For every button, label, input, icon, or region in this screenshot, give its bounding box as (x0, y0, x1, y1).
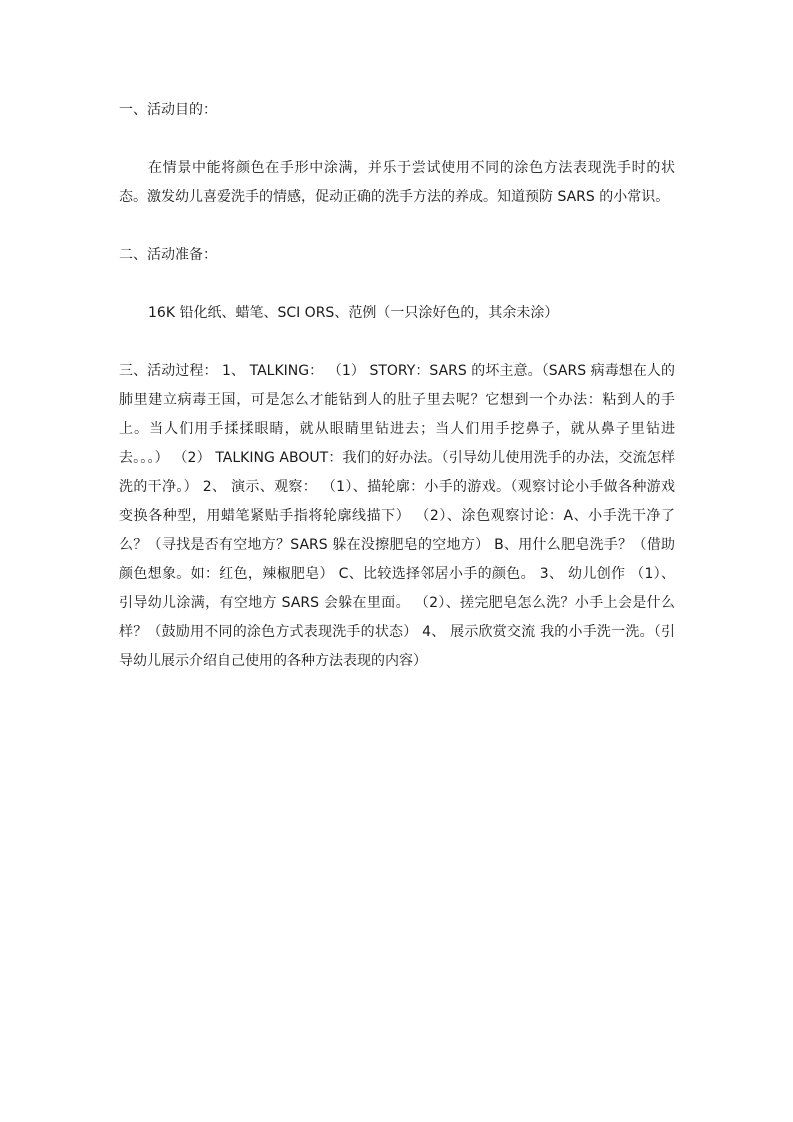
section3-paragraph: 三、活动过程： 1、 TALKING： （1） STORY：SARS 的坏主意。（SARS 病毒想在人的肺里建立病毒王国，可是怎么才能钻到人的肚子里去呢？它想到一个办法：粘到人的手上。当人们用手揉揉眼睛，就从眼睛里钻进去；当人们用手挖鼻子，就从鼻子里钻进去。。。） （2） TALKING ABOUT：我们的好办法。（引导幼儿使用洗手的办法，交流怎样洗的干净。） 2、 演示、观察： （1）、描轮廓：小手的游戏。（观察讨论小手做各种游戏变换各种型，用蜡笔紧贴手指将轮廓线描下） （2）、涂色观察讨论：A、小手洗干净了么？（寻找是否有空地方？SARS 躲在没擦肥皂的空地方） B、用什么肥皂洗手？（借助颜色想象。如：红色，辣椒肥皂） C、比较选择邻居小手的颜色。 3、 幼儿创作 （1）、引导幼儿涂满，有空地方 SARS 会躲在里面。 （2）、搓完肥皂怎么洗？小手上会是什么样？（鼓励用不同的涂色方式表现洗手的状态） 4、 展示欣赏交流 我的小手洗一洗。（引导幼儿展示介绍自己使用的各种方法表现的内容） (119, 363, 675, 669)
section2-paragraph: 16K 铅化纸、蜡笔、SCI ORS、范例（一只涂好色的，其余未涂） (148, 305, 559, 321)
section2-heading: 二、活动准备： (119, 247, 217, 263)
section1-paragraph: 在情景中能将颜色在手形中涂满，并乐于尝试使用不同的涂色方法表现洗手时的状态。激发幼儿喜爱洗手的情感，促动正确的洗手方法的养成。知道预防 SARS 的小常识。 (119, 160, 675, 205)
document-body (119, 96, 675, 676)
spacer (119, 270, 675, 299)
section1-heading: 一、活动目的： (119, 102, 217, 118)
spacer (119, 125, 675, 154)
spacer (119, 328, 675, 357)
spacer (119, 212, 675, 241)
